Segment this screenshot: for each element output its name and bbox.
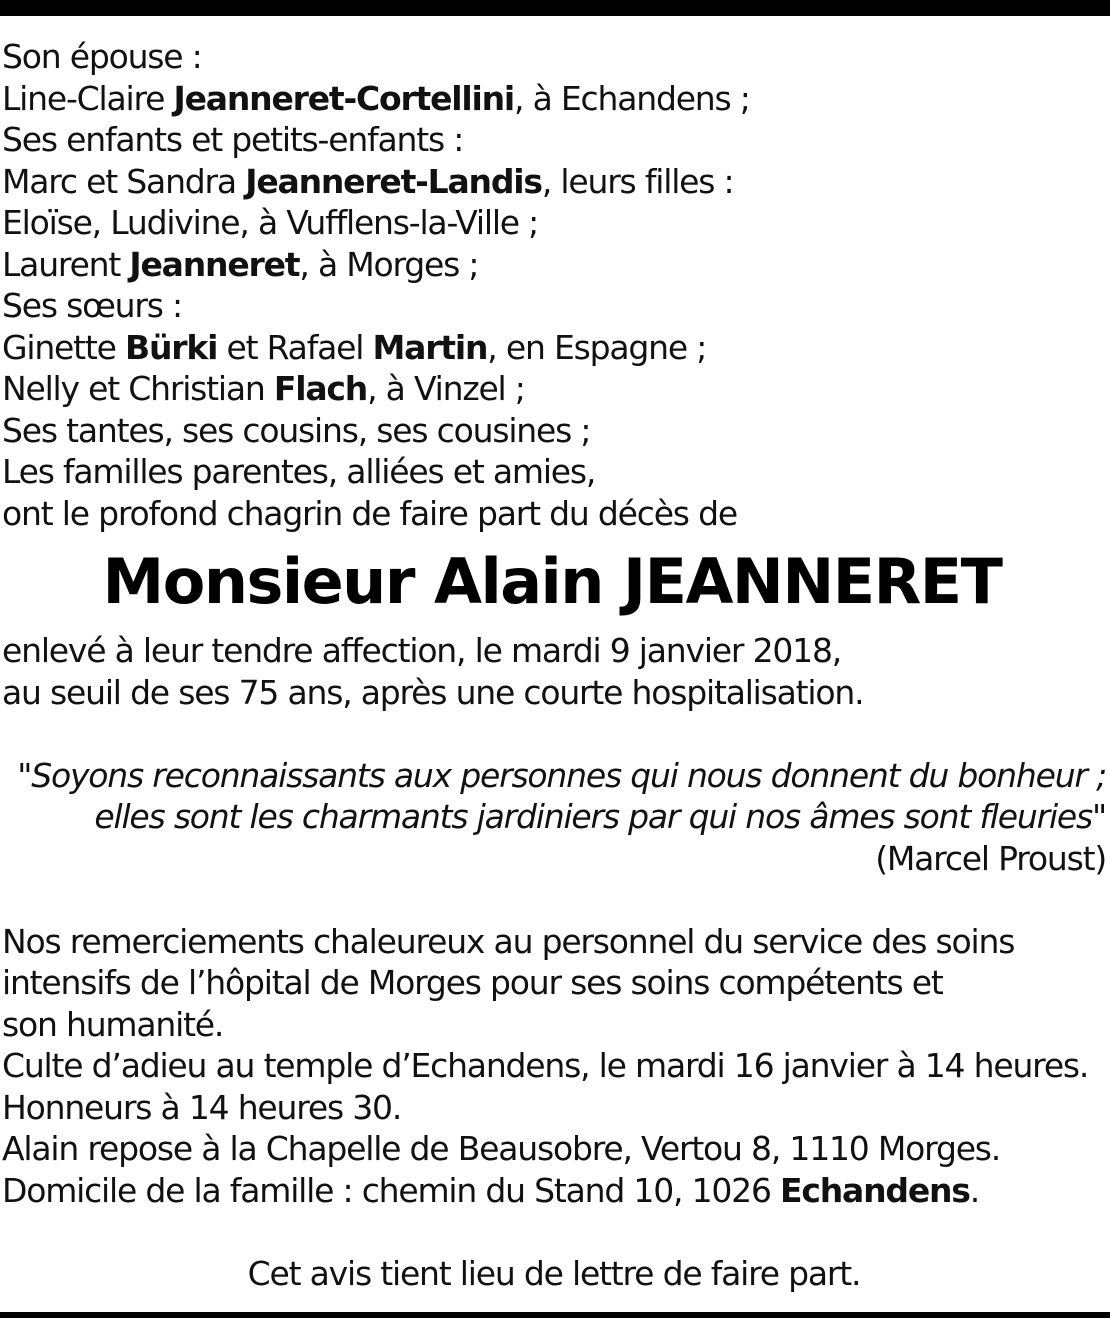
service-line: Culte d’adieu au temple d’Echandens, le mardi 16 janvier à 14 heures. bbox=[2, 1046, 1089, 1085]
domicile-period: . bbox=[969, 1170, 980, 1210]
sister1-partner-first-name: et Rafael bbox=[226, 327, 364, 367]
deceased-name: Monsieur Alain JEANNERET bbox=[102, 545, 1002, 618]
sister1-first-name: Ginette bbox=[2, 327, 116, 367]
footer-note: Cet avis tient lieu de lettre de faire part. bbox=[247, 1253, 861, 1293]
death-line-2: au seuil de ses 75 ans, après une courte hospitalisation. bbox=[2, 672, 864, 712]
thanks-line-3: son humanité. bbox=[2, 1004, 224, 1044]
child1-first-names: Marc et Sandra bbox=[2, 161, 236, 201]
relatives-line: Ses tantes, ses cousins, ses cousines ; bbox=[2, 410, 591, 450]
child1-line bbox=[2, 161, 1106, 203]
sister2-first-names: Nelly et Christian bbox=[2, 369, 265, 408]
sisters-heading: Ses sœurs : bbox=[2, 286, 182, 325]
grandchildren-line: Eloïse, Ludivine, à Vufflens-la-Ville ; bbox=[2, 203, 539, 242]
domicile-address: Domicile de la famille : chemin du Stand 10, 1026 bbox=[2, 1170, 781, 1210]
spouse-place: , à Echandens ; bbox=[514, 78, 750, 118]
children-heading: Ses enfants et petits-enfants : bbox=[2, 120, 464, 159]
rests-line: Alain repose à la Chapelle de Beausobre, Vertou 8, 1110 Morges. bbox=[2, 1129, 1001, 1168]
child2-first-name: Laurent bbox=[2, 244, 121, 284]
spouse-first-name: Line-Claire bbox=[2, 78, 165, 118]
child2-line bbox=[2, 244, 1106, 286]
child1-surname: Jeanneret-Landis bbox=[245, 161, 542, 201]
spacer bbox=[2, 713, 1106, 755]
quote-line-2: elles sont les charmants jardiniers par qui nos âmes sont fleuries" bbox=[94, 797, 1106, 836]
sister2-surname: Flach bbox=[273, 369, 368, 408]
sister1-place: , en Espagne ; bbox=[487, 327, 707, 367]
domicile-town: Echandens bbox=[780, 1170, 970, 1210]
thanks-line-1: Nos remerciements chaleureux au personnel du service des soins bbox=[2, 921, 1015, 961]
thanks-line-2: intensifs de l’hôpital de Morges pour ses soins compétents et bbox=[2, 963, 943, 1002]
quote-author: (Marcel Proust) bbox=[875, 838, 1106, 878]
spacer bbox=[2, 1211, 1106, 1253]
sister1-partner-surname: Martin bbox=[372, 327, 488, 367]
child2-surname: Jeanneret bbox=[129, 244, 300, 284]
child2-place: , à Morges ; bbox=[299, 244, 479, 284]
sister2-line bbox=[2, 368, 1106, 410]
child1-rest: , leurs filles : bbox=[541, 161, 734, 201]
spouse-surname: Jeanneret-Cortellini bbox=[173, 78, 515, 118]
top-rule bbox=[0, 0, 1110, 16]
honours-line: Honneurs à 14 heures 30. bbox=[2, 1087, 402, 1127]
sister1-surname: Bürki bbox=[125, 327, 218, 367]
death-line-1: enlevé à leur tendre affection, le mardi 9 janvier 2018, bbox=[2, 631, 842, 670]
quote-line-1: "Soyons reconnaissants aux personnes qui nous donnent du bonheur ; bbox=[17, 755, 1106, 795]
sister2-place: , à Vinzel ; bbox=[367, 369, 525, 408]
death-notice bbox=[2, 36, 1106, 1294]
sister1-line bbox=[2, 327, 1106, 369]
families-line: Les familles parentes, alliées et amies, bbox=[2, 452, 596, 491]
spacer bbox=[2, 879, 1106, 921]
spouse-heading: Son épouse : bbox=[2, 37, 202, 76]
spouse-line bbox=[2, 78, 1106, 120]
domicile-line bbox=[2, 1170, 1106, 1212]
announcement-line: ont le profond chagrin de faire part du décès de bbox=[2, 493, 737, 533]
bottom-rule bbox=[0, 1312, 1110, 1318]
